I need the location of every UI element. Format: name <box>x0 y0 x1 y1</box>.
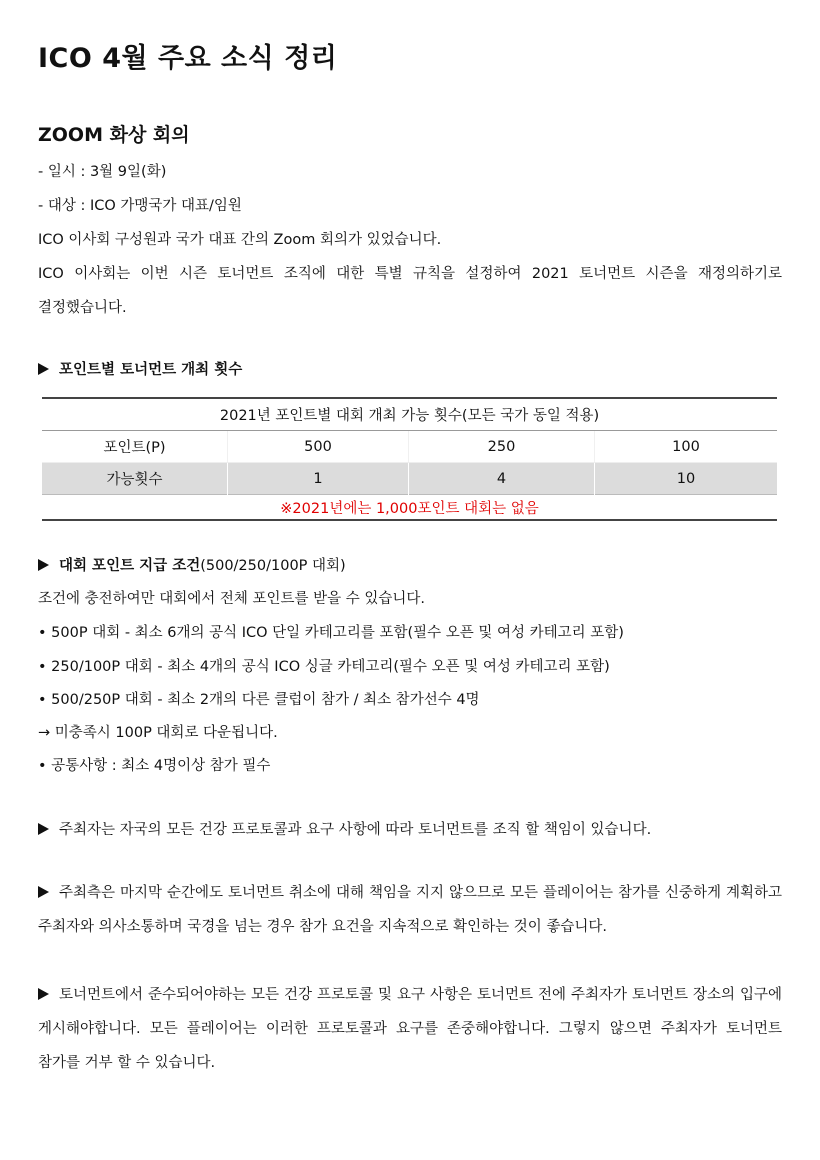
award-heading-rest: (500/250/100P 대회) <box>200 558 346 574</box>
table-cell: 500 <box>228 431 409 463</box>
triangle-bullet-icon <box>38 988 49 1000</box>
table-cell: 4 <box>409 463 595 495</box>
triangle-bullet-icon <box>38 559 49 571</box>
notice-text: 토너먼트에서 준수되어야하는 모든 건강 프로토콜 및 요구 사항은 토너먼트 전에 주최자가 토너먼트 장소의 입구에 게시해야합니다. 모든 플레이어는 이러한 프로토콜과 요구를 존중해야합니다. 그렇지 않으면 주최자가 토너먼트 참가를 거부 할 수 있습니다. <box>38 987 782 1071</box>
triangle-bullet-icon <box>38 363 49 375</box>
award-section-heading <box>38 556 346 576</box>
notice-paragraph <box>38 813 782 847</box>
table-cell: 가능횟수 <box>42 463 228 495</box>
zoom-paragraph-1: ICO 이사회 구성원과 국가 대표 간의 Zoom 회의가 있었습니다. <box>38 232 442 248</box>
award-intro: 조건에 충전하여만 대회에서 전체 포인트를 받을 수 있습니다. <box>38 591 426 607</box>
award-item: → 미충족시 100P 대회로 다운됩니다. <box>38 725 278 741</box>
notice-text: 주최자는 자국의 모든 건강 프로토콜과 요구 사항에 따라 토너먼트를 조직 할 책임이 있습니다. <box>59 822 652 838</box>
table-cell: 1 <box>228 463 409 495</box>
points-table <box>42 397 777 521</box>
award-item: • 공통사항 : 최소 4명이상 참가 필수 <box>38 758 271 774</box>
table-cell: 250 <box>409 431 595 463</box>
table-cell: 10 <box>595 463 778 495</box>
triangle-bullet-icon <box>38 823 49 835</box>
zoom-heading: ZOOM 화상 회의 <box>38 124 190 146</box>
table-cell: 100 <box>595 431 778 463</box>
table-cell: 포인트(P) <box>42 431 228 463</box>
points-section-heading <box>38 360 242 380</box>
award-item: • 250/100P 대회 - 최소 4개의 공식 ICO 싱글 카테고리(필수 오픈 및 여성 카테고리 포함) <box>38 659 610 675</box>
triangle-bullet-icon <box>38 886 49 898</box>
table-caption: 2021년 포인트별 대회 개최 가능 횟수(모든 국가 동일 적용) <box>42 398 777 431</box>
points-heading-text: 포인트별 토너먼트 개최 횟수 <box>59 362 243 378</box>
notice-paragraph <box>38 876 782 944</box>
award-heading-bold: 대회 포인트 지급 조건 <box>59 558 201 574</box>
award-item: • 500P 대회 - 최소 6개의 공식 ICO 단일 카테고리를 포함(필수 오픈 및 여성 카테고리 포함) <box>38 625 624 641</box>
table-note: ※2021년에는 1,000포인트 대회는 없음 <box>42 495 777 521</box>
notice-paragraph <box>38 978 782 1080</box>
zoom-paragraph-2: ICO 이사회는 이번 시즌 토너먼트 조직에 대한 특별 규칙을 설정하여 2021 토너먼트 시즌을 재정의하기로 결정했습니다. <box>38 266 782 316</box>
page-title: ICO 4월 주요 소식 정리 <box>38 43 338 74</box>
notice-text: 주최측은 마지막 순간에도 토너먼트 취소에 대해 책임을 지지 않으므로 모든 플레이어는 참가를 신중하게 계획하고 주최자와 의사소통하며 국경을 넘는 경우 참가 요건을 지속적으로 확인하는 것이 좋습니다. <box>38 885 782 935</box>
zoom-date-line: - 일시 : 3월 9일(화) <box>38 164 167 180</box>
zoom-target-line: - 대상 : ICO 가맹국가 대표/임원 <box>38 198 242 214</box>
award-item: • 500/250P 대회 - 최소 2개의 다른 클럽이 참가 / 최소 참가선수 4명 <box>38 692 480 708</box>
